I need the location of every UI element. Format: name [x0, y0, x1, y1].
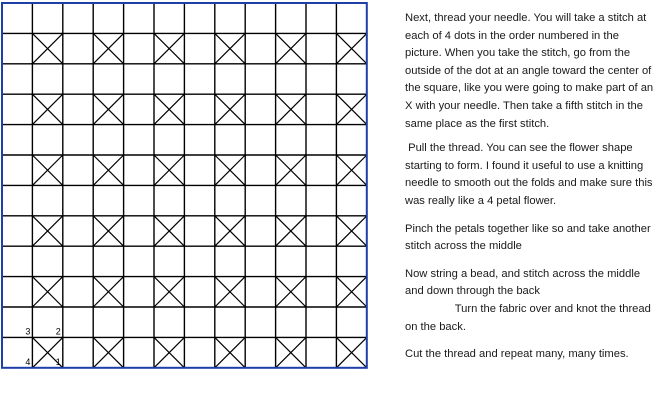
instruction-paragraph-3: Pinch the petals together like so and take another stitch across the middle: [405, 222, 654, 253]
instruction-paragraph-4: Now string a bead, and stitch across the middle and down through the back: [405, 267, 644, 298]
dot-number-label: 4: [25, 356, 31, 367]
dot-number-label: 3: [25, 326, 31, 337]
instruction-paragraph-2: Pull the thread. You can see the flower shape starting to form. I found it useful to use a knitting needle to smooth out the folds and make sure this was really like a 4 petal flower.: [405, 142, 656, 207]
instruction-paragraph-4-continued: Turn the fabric over and knot the thread on the back.: [405, 302, 654, 333]
instructions-column: [405, 10, 655, 364]
dot-number-label: 2: [55, 326, 61, 337]
dot-number-label: 1: [55, 356, 61, 367]
instruction-paragraph-1: Next, thread your needle. You will take a stitch at each of 4 dots in the order numbered in the picture. When you take the stitch, go from the outside of the dot at an angle toward the center of the square, like you were going to make part of an X with your needle. Then take a fifth stitch in the same place as the first stitch.: [405, 12, 657, 130]
instruction-paragraph-5: Cut the thread and repeat many, many times.: [405, 348, 629, 361]
